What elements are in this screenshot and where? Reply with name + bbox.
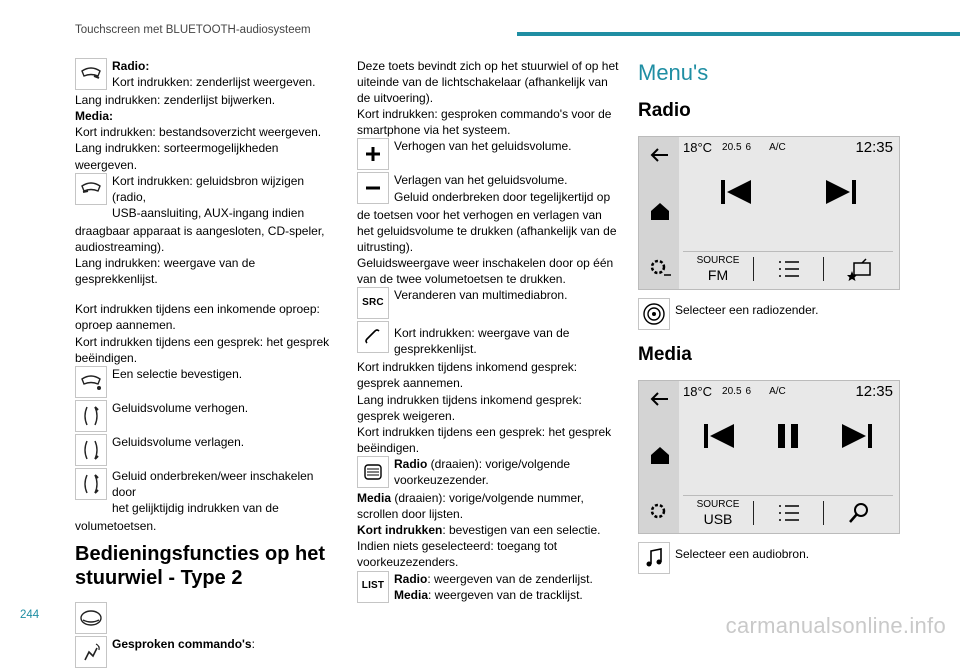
phone-end: Kort indrukken tijdens een gesprek: het gesprek beëindigen. <box>357 424 612 455</box>
home-icon[interactable] <box>648 199 672 223</box>
voice-entry <box>75 636 337 668</box>
steering-wheel-entry <box>75 602 337 634</box>
src-entry <box>357 287 619 319</box>
media-short-text: Kort indrukken: bestandsoverzicht weergeven. <box>75 125 322 140</box>
minus-icon <box>357 172 389 204</box>
call-short: Kort indrukken tijdens een inkomende oproep: oproep aannemen. <box>75 302 320 333</box>
radio-caption-entry <box>638 298 900 330</box>
media-caption: Selecteer een audiobron. <box>675 547 810 561</box>
source-text-1: Kort indrukken: geluidsbron wijzigen (radio, <box>112 173 305 204</box>
list-radio-text: : weergeven van de zenderlijst. <box>427 571 593 586</box>
screen-bottom-bar <box>683 251 893 285</box>
clock: 12:35 <box>855 138 893 156</box>
wheel-radio-label: Radio <box>394 456 428 471</box>
wheel-media-text: (draaien): vorige/volgende nummer, scrollen door lijsten. <box>357 491 584 522</box>
source-value: USB <box>703 510 733 527</box>
pause-icon[interactable] <box>774 422 802 450</box>
list-icon[interactable] <box>777 503 801 523</box>
voldown-entry <box>75 434 337 466</box>
mute-text-1: Geluid onderbreken/weer inschakelen door <box>112 468 314 499</box>
steering-control-icon <box>75 173 107 205</box>
playback-controls <box>683 411 893 461</box>
confirm-entry <box>75 366 337 398</box>
media-caption-entry <box>638 542 900 574</box>
source-text-2: USB-aansluiting, AUX-ingang indien <box>112 205 305 220</box>
search-icon[interactable] <box>847 501 871 525</box>
wheel-short-text: : bevestigen van een selectie. Indien niets geselecteerd: toegang tot voorkeuzezenders. <box>357 523 601 570</box>
source-long: Lang indrukken: weergave van de gesprekkenlijst. <box>75 256 256 287</box>
volup-text: Geluidsvolume verhogen. <box>112 400 249 415</box>
clock: 12:35 <box>855 382 893 400</box>
media-label: Media: <box>75 109 114 124</box>
source-button[interactable] <box>683 255 753 283</box>
list-media-label: Media <box>394 587 429 602</box>
settings-icon[interactable] <box>648 255 672 279</box>
wheel-radio-text: (draaien): vorige/volgende voorkeuzezender. <box>394 456 571 487</box>
source-button[interactable] <box>683 499 753 527</box>
list-icon[interactable] <box>777 259 801 279</box>
temperature: 18°C <box>683 383 713 399</box>
mute-entry <box>75 468 337 516</box>
list-radio-label: Radio <box>394 571 428 586</box>
src-button-icon: SRC <box>357 287 389 319</box>
radio-label: Radio: <box>112 59 150 73</box>
phone-text: Kort indrukken: weergave van de gesprekkenlijst. <box>394 326 570 357</box>
volume-lever-icon <box>75 400 107 432</box>
voice-command-icon <box>75 636 107 668</box>
temperature: 18°C <box>683 139 713 155</box>
column-middle <box>357 58 619 605</box>
list-media-text: : weergeven van de tracklijst. <box>428 587 583 602</box>
minus-rest: de toetsen voor het verhogen en verlagen van het geluidsvolume te drukken (afhankelijk van de uitrusting). <box>357 207 617 254</box>
media-title: Media <box>638 344 692 365</box>
radio-media-entry <box>75 58 337 90</box>
wheel-entry <box>357 456 619 488</box>
ac-indicator: A/C <box>769 385 786 397</box>
header-accent-bar <box>517 32 960 36</box>
music-note-icon <box>638 542 670 574</box>
status-bar <box>683 383 893 401</box>
phone-in: Kort indrukken tijdens inkomend gesprek: gesprek aannemen. <box>357 360 578 391</box>
skip-next-icon[interactable] <box>840 422 874 450</box>
running-header: Touchscreen met BLUETOOTH-audiosysteem <box>75 24 311 36</box>
minus-entry <box>357 172 619 204</box>
phone-long: Lang indrukken tijdens inkomend gesprek: gesprek weigeren. <box>357 392 582 423</box>
section-title: Bedieningsfuncties op het stuurwiel - Type 2 <box>75 543 326 590</box>
radio-station-icon <box>638 298 670 330</box>
voice-label: Gesproken commando's <box>112 637 252 652</box>
voldown-text: Geluidsvolume verlagen. <box>112 434 245 449</box>
volume-lever-icon <box>75 468 107 500</box>
screen-bottom-bar <box>683 495 893 529</box>
phone-entry <box>357 321 619 357</box>
column-left <box>75 58 337 670</box>
steering-wheel-icon <box>75 602 107 634</box>
settings-icon[interactable] <box>648 499 672 523</box>
volume-lever-icon <box>75 434 107 466</box>
mute-rest: volumetoetsen. <box>75 518 157 533</box>
page-number: 244 <box>20 608 40 621</box>
call-during: Kort indrukken tijdens een gesprek: het gesprek beëindigen. <box>75 334 330 365</box>
wheel-media-label: Media <box>357 491 392 506</box>
back-arrow-icon[interactable] <box>648 143 672 167</box>
fan-level: 6 <box>745 385 752 397</box>
fan-speed: 20.5 <box>722 385 742 397</box>
plus-text: Verhogen van het geluidsvolume. <box>394 139 572 154</box>
mute-text-2: het gelijktijdig indrukken van de <box>112 500 279 515</box>
source-label: SOURCE <box>696 498 740 510</box>
steering-control-icon <box>75 58 107 90</box>
skip-previous-icon[interactable] <box>702 422 736 450</box>
ac-indicator: A/C <box>769 141 786 153</box>
intro-text-2: Kort indrukken: gesproken commando's voor de smartphone via het systeem. <box>357 107 612 138</box>
confirm-text: Een selectie bevestigen. <box>112 366 243 381</box>
list-button-icon: LIST <box>357 571 389 603</box>
plus-entry <box>357 138 619 170</box>
fan-speed: 20.5 <box>722 141 742 153</box>
list-entry <box>357 571 619 603</box>
radio-caption: Selecteer een radiozender. <box>675 303 819 317</box>
radio-screen <box>638 136 900 290</box>
media-long-text: Lang indrukken: sorteermogelijkheden weergeven. <box>75 141 279 172</box>
source-entry <box>75 173 337 221</box>
minus-text-1: Verlagen van het geluidsvolume. <box>394 173 568 188</box>
source-value: FM <box>707 266 729 283</box>
fan-level: 6 <box>745 141 752 153</box>
minus-rest-2: Geluidsweergave weer inschakelen door op één van de twee volumetoetsen te drukken. <box>357 255 614 287</box>
media-screen <box>638 380 900 534</box>
source-label: SOURCE <box>696 254 740 266</box>
phone-icon <box>357 321 389 353</box>
menus-title: Menu's <box>638 60 709 85</box>
skip-previous-icon[interactable] <box>719 178 753 206</box>
voice-suffix: : <box>251 637 255 652</box>
radio-long-text: Lang indrukken: zenderlijst bijwerken. <box>75 93 276 108</box>
thumbwheel-icon <box>357 456 389 488</box>
plus-icon <box>357 138 389 170</box>
playback-controls <box>683 167 893 217</box>
back-arrow-icon[interactable] <box>648 387 672 411</box>
minus-text-2: Geluid onderbreken door tegelijkertijd op <box>394 189 611 204</box>
column-right <box>638 58 900 576</box>
steering-control-icon <box>75 366 107 398</box>
volup-entry <box>75 400 337 432</box>
src-text: Veranderen van multimediabron. <box>394 288 568 303</box>
intro-text: Deze toets bevindt zich op het stuurwiel of op het uiteinde van de lichtschakelaar (afhankelijk van de uitvoering). <box>357 59 619 106</box>
radio-favorite-icon[interactable] <box>846 257 872 281</box>
status-bar <box>683 139 893 157</box>
skip-next-icon[interactable] <box>824 178 858 206</box>
watermark: carmanualsonline.info <box>725 612 946 638</box>
radio-title: Radio <box>638 100 691 121</box>
radio-short-text: Kort indrukken: zenderlijst weergeven. <box>112 75 316 90</box>
source-rest: draagbaar apparaat is aangesloten, CD-speler, audiostreaming). <box>75 223 325 255</box>
home-icon[interactable] <box>648 443 672 467</box>
wheel-short-label: Kort indrukken <box>357 523 443 538</box>
